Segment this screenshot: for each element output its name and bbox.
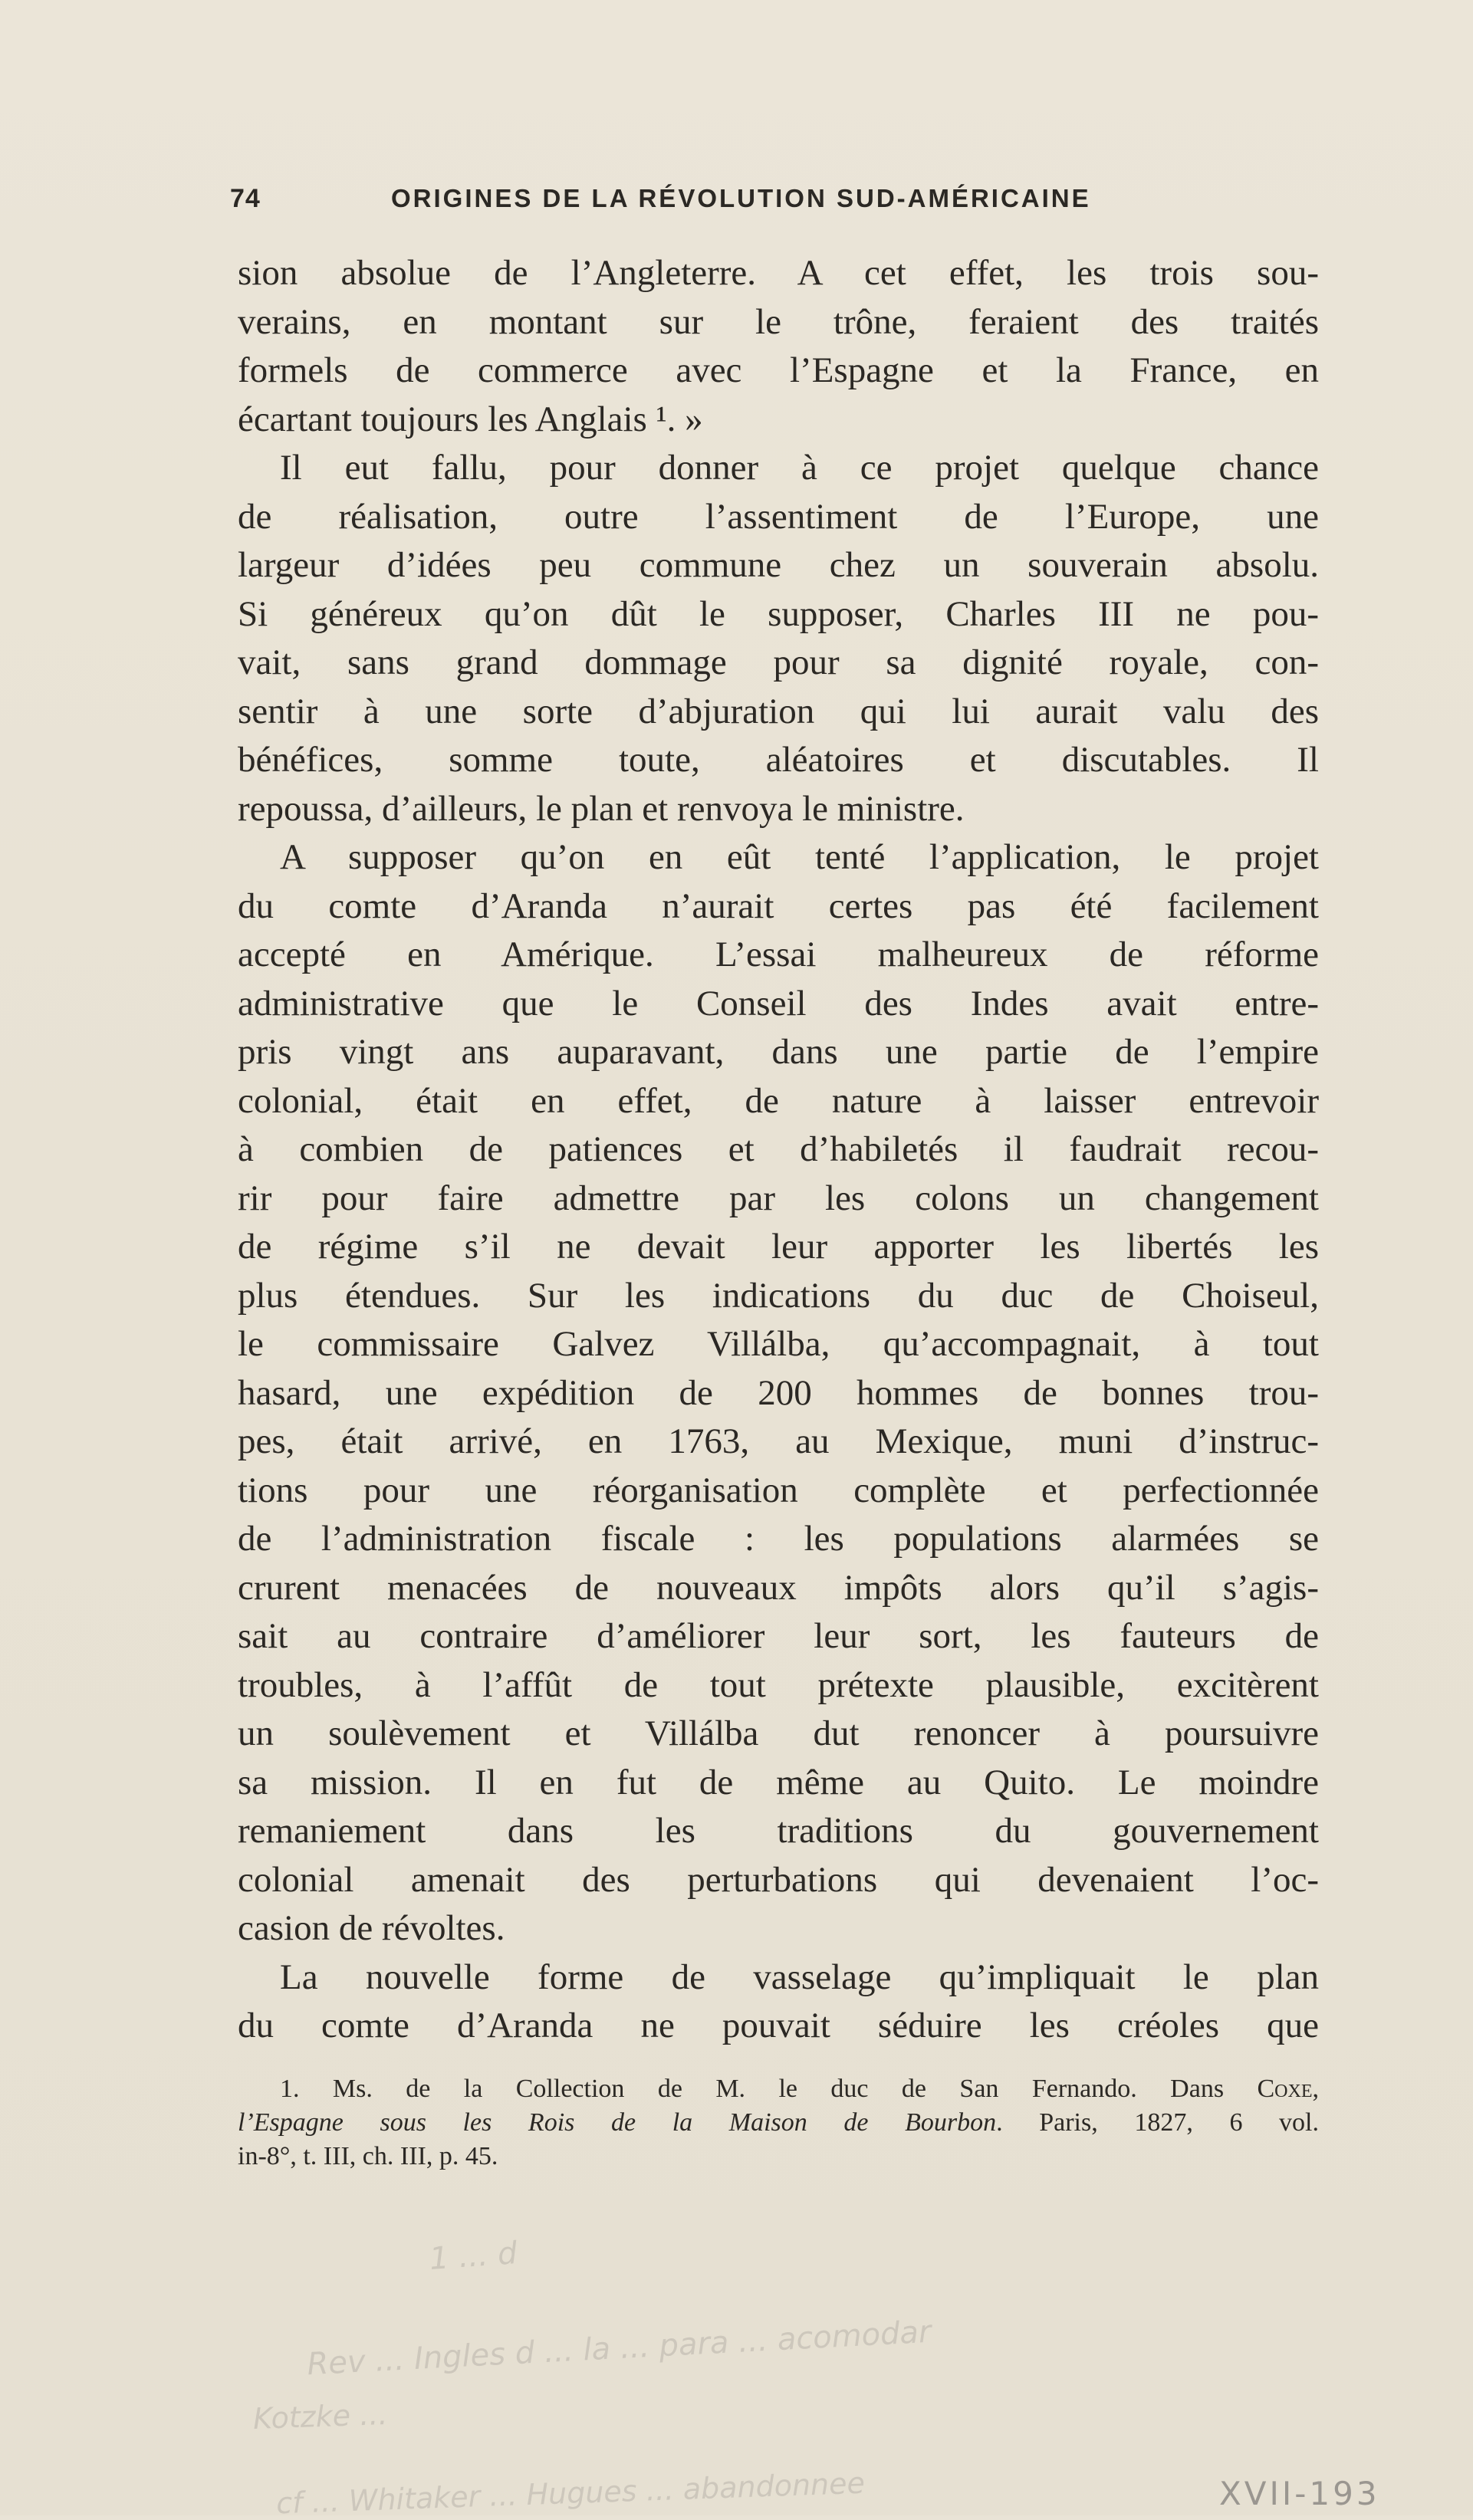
running-header [230,184,1319,222]
footnote-text: . Paris, 1827, 6 vol. [996,2108,1319,2137]
text-line: sentir à une sorte d’abjuration qui lui aurait valu des [238,691,1319,731]
text-line: A supposer qu’on en eût tenté l’application, le projet [280,837,1319,877]
body-text [238,249,1319,2051]
text-line: remaniement dans les traditions du gouvernement [238,1811,1319,1851]
running-title: ORIGINES DE LA RÉVOLUTION SUD-AMÉRICAINE [391,184,1091,212]
text-line: vait, sans grand dommage pour sa dignité royale, con- [238,642,1319,682]
text-line: sait au contraire d’améliorer leur sort, les fauteurs de [238,1616,1319,1656]
text-line: écartant toujours les Anglais ¹. » [238,399,703,439]
text-line: le commissaire Galvez Villálba, qu’accompagnait, à tout [238,1324,1319,1364]
text-line: Il eut fallu, pour donner à ce projet quelque chance [280,448,1319,488]
footnotes [238,2072,1319,2173]
pencil-annotation: cf ... Whitaker ... Hugues ... abandonnee [275,2466,866,2520]
text-line: à combien de patiences et d’habiletés il faudrait recou- [238,1129,1319,1169]
text-line: sa mission. Il en fut de même au Quito. Le moindre [238,1762,1319,1802]
footnote-punct: , [1312,2075,1319,2103]
text-line: accepté en Amérique. L’essai malheureux de réforme [238,935,1319,974]
text-line: repoussa, d’ailleurs, le plan et renvoya le ministre. [238,788,965,829]
text-line: formels de commerce avec l’Espagne et la France, en [238,350,1319,390]
text-line: un soulèvement et Villálba dut renoncer à poursuivre [238,1713,1319,1753]
text-line: sion absolue de l’Angleterre. A cet effet, les trois sou- [238,253,1319,293]
text-line: rir pour faire admettre par les colons un changement [238,1178,1319,1218]
text-line: La nouvelle forme de vasselage qu’impliquait le plan [280,1957,1319,1997]
text-line: de l’administration fiscale : les populations alarmées se [238,1519,1319,1559]
pencil-annotation: 1 ... d [428,2236,518,2277]
pencil-annotation: Rev ... Ingles d ... la ... para ... acomodar [306,2314,932,2383]
text-line: bénéfices, somme toute, aléatoires et discutables. Il [238,740,1319,780]
text-line: administrative que le Conseil des Indes avait entre- [238,983,1319,1023]
page-number: 74 [230,184,261,213]
shelfmark: XVII-193 [1219,2475,1380,2512]
footnote-book-title: l’Espagne sous les Rois de la Maison de Bourbon [238,2108,997,2137]
text-line: de régime s’il ne devait leur apporter les libertés les [238,1227,1319,1267]
text-line: verains, en montant sur le trône, feraient des traités [238,301,1319,342]
text-line: plus étendues. Sur les indications du duc de Choiseul, [238,1275,1319,1316]
text-line: colonial amenait des perturbations qui devenaient l’oc- [238,1859,1319,1900]
text-line: casion de révoltes. [238,1908,505,1948]
text-line: du comte d’Aranda n’aurait certes pas été facilement [238,885,1319,926]
footnote-line: in-8°, t. III, ch. III, p. 45. [238,2142,498,2170]
footnote-line [238,2072,1319,2106]
text-line: largeur d’idées peu commune chez un souverain absolu. [238,545,1319,585]
text-line: Si généreux qu’on dût le supposer, Charles III ne pou- [238,593,1319,634]
text-line: pris vingt ans auparavant, dans une partie de l’empire [238,1032,1319,1072]
text-line: troubles, à l’affût de tout prétexte plausible, excitèrent [238,1664,1319,1705]
text-line: pes, était arrivé, en 1763, au Mexique, muni d’instruc- [238,1421,1319,1461]
footnote-text: 1. Ms. de la Collection de M. le duc de San Fernando. Dans [280,2075,1258,2103]
text-line: de réalisation, outre l’assentiment de l’Europe, une [238,496,1319,537]
text-line: tions pour une réorganisation complète et perfectionnée [238,1470,1319,1510]
pencil-annotation: Kotzke ... [252,2397,389,2436]
footnote-line [238,2106,1319,2140]
text-line: colonial, était en effet, de nature à laisser entrevoir [238,1080,1319,1121]
text-line: crurent menacées de nouveaux impôts alors qu’il s’agis- [238,1567,1319,1608]
text-line: hasard, une expédition de 200 hommes de bonnes trou- [238,1372,1319,1413]
footnote-author: Coxe [1257,2075,1313,2103]
text-line: du comte d’Aranda ne pouvait séduire les créoles que [238,2006,1319,2045]
